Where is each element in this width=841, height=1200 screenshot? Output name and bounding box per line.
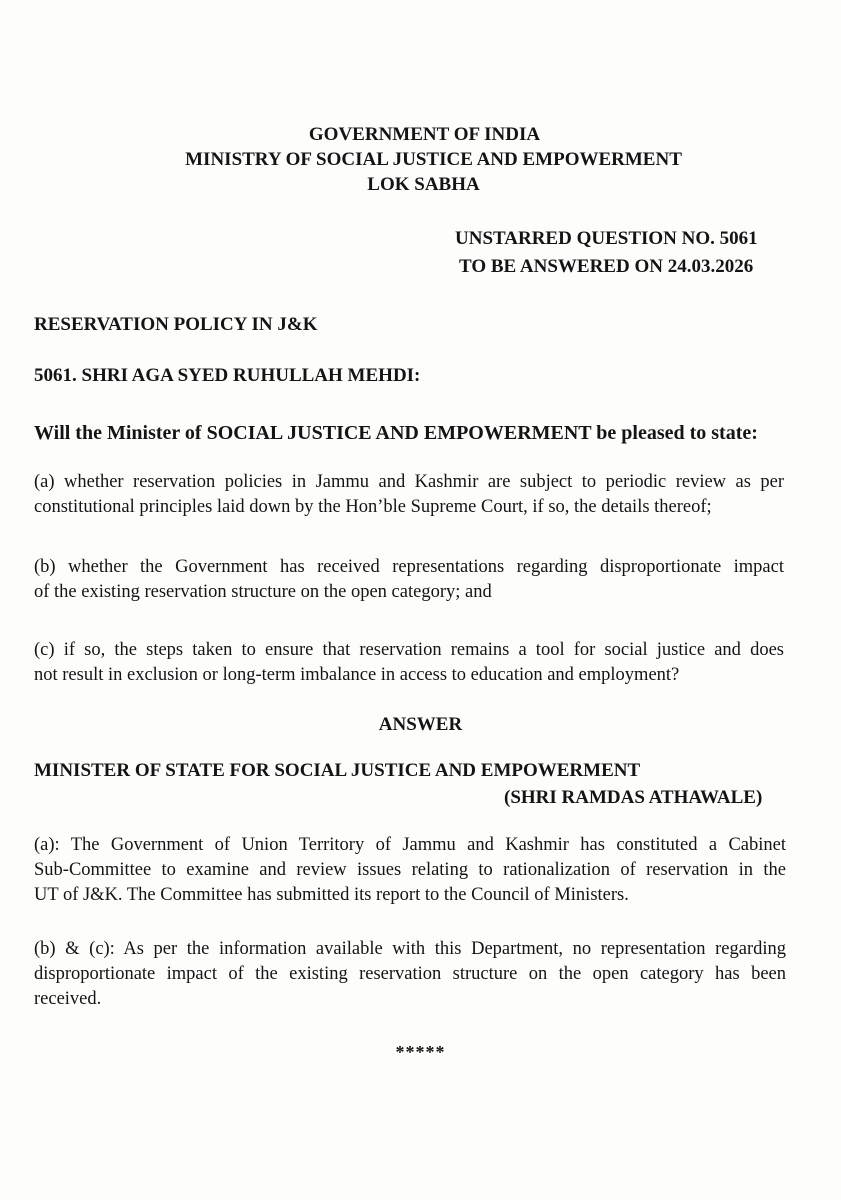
question-intro: Will the Minister of SOCIAL JUSTICE AND EMPOWERMENT be pleased to state: (34, 422, 758, 444)
answer-line: Sub-Committee to examine and review issues relating to rationalization of reservation in the (34, 860, 786, 880)
question-line: of the existing reservation structure on the open category; and (34, 582, 492, 602)
document-header (0, 122, 841, 197)
answer-line: received. (34, 989, 102, 1009)
question-line: not result in exclusion or long-term imbalance in access to education and employment? (34, 665, 680, 685)
answer-line: (a): The Government of Union Territory of Jammu and Kashmir has constituted a Cabinet (34, 835, 786, 855)
question-number: UNSTARRED QUESTION NO. 5061 (455, 228, 758, 249)
header-government: GOVERNMENT OF INDIA (308, 124, 541, 145)
end-stars: ***** (395, 1042, 446, 1062)
answer-line: UT of J&K. The Committee has submitted its report to the Council of Ministers. (34, 885, 629, 905)
answer-line: (b) & (c): As per the information available with this Department, no representation regarding (34, 939, 786, 959)
question-part-a (34, 470, 784, 520)
answer-heading: ANSWER (378, 714, 463, 735)
answer-line: disproportionate impact of the existing reservation structure on the open category has been (34, 964, 786, 984)
answer-part-bc (34, 937, 786, 1012)
question-line: (b) whether the Government has received representations regarding disproportionate impact (34, 557, 784, 577)
question-part-b (34, 555, 784, 605)
question-line: (c) if so, the steps taken to ensure that reservation remains a tool for social justice and does (34, 640, 784, 660)
question-line: (a) whether reservation policies in Jammu and Kashmir are subject to periodic review as per (34, 472, 784, 492)
question-part-c (34, 638, 784, 688)
question-meta (455, 225, 815, 281)
header-house: LOK SABHA (367, 174, 480, 195)
header-ministry: MINISTRY OF SOCIAL JUSTICE AND EMPOWERMENT (185, 149, 682, 170)
minister-title: MINISTER OF STATE FOR SOCIAL JUSTICE AND EMPOWERMENT (34, 760, 641, 781)
answer-date: TO BE ANSWERED ON 24.03.2026 (459, 256, 754, 277)
question-subject: RESERVATION POLICY IN J&K (34, 314, 318, 335)
minister-name: (SHRI RAMDAS ATHAWALE) (504, 787, 763, 808)
answer-part-a (34, 833, 786, 908)
question-line: constitutional principles laid down by the Hon’ble Supreme Court, if so, the details thereof; (34, 497, 712, 517)
member-name: 5061. SHRI AGA SYED RUHULLAH MEHDI: (34, 365, 421, 386)
